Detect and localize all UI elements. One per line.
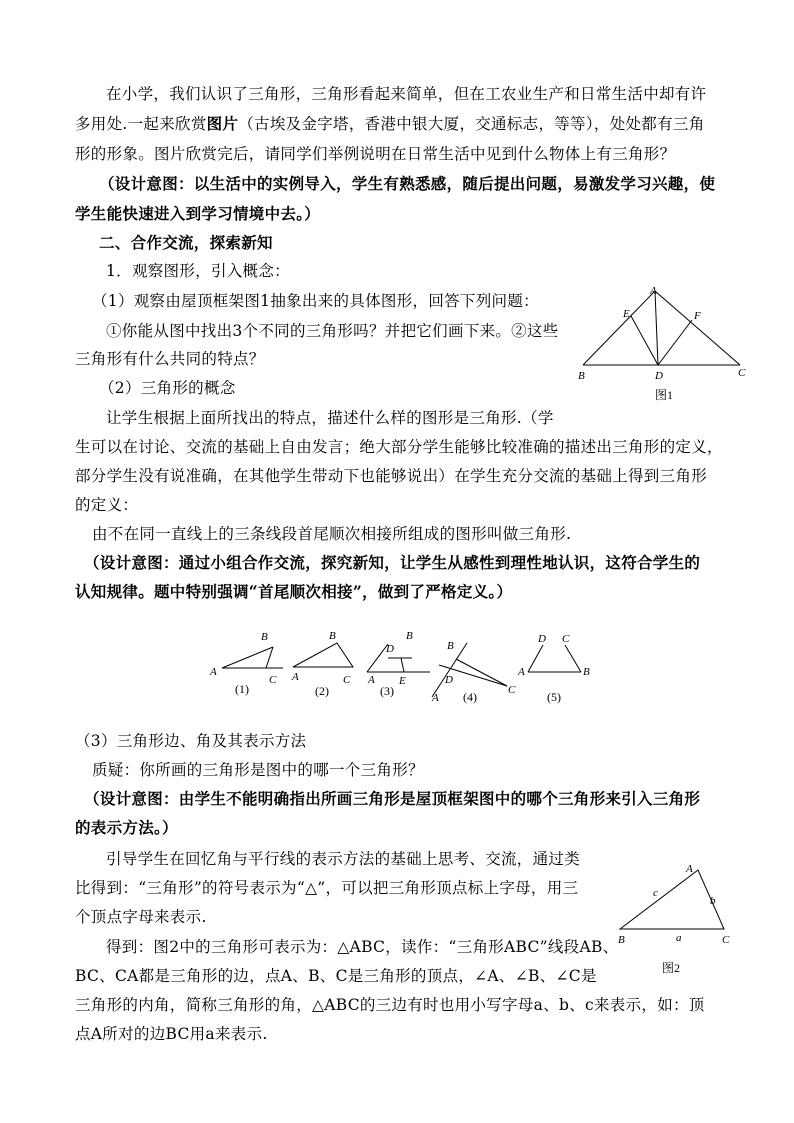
fig1-line-ED xyxy=(631,316,658,365)
question-prompt: 质疑：你所画的三角形是图中的哪一个三角形？ xyxy=(92,761,424,779)
f4-label-C: C xyxy=(508,684,516,696)
design-intent-3-line-1: （设计意图：由学生不能明确指出所画三角形是屋顶框架图中的哪个三角形来引入三角形 xyxy=(84,789,701,808)
fig2-triangle xyxy=(620,870,724,929)
result-line-4: 点A所对的边BC用a来表示. xyxy=(75,1025,268,1043)
fig1-label-C: C xyxy=(738,367,746,379)
subsection-3: （3）三角形边、角及其表示方法 xyxy=(75,732,307,750)
fig1-label-E: E xyxy=(623,308,630,320)
fig1-line-AD xyxy=(655,291,658,365)
design-intent-2-line-1: （设计意图：通过小组合作交流，探究新知，让学生从感性到理性地认识，这符合学生的 xyxy=(84,553,701,572)
f5-line-CB xyxy=(565,645,581,672)
concept-line-3: 部分学生没有说准确，在其他学生带动下也能够说出）在学生充分交流的基础上得到三角形 xyxy=(75,467,708,485)
intro-line-2c: （古埃及金字塔，香港中银大厦，交通标志，等等），处处都有三角 xyxy=(238,115,705,133)
f3-line-E xyxy=(401,658,404,672)
subsection-1-1: （1）观察由屋顶框架图1抽象出来的具体图形，回答下列问题： xyxy=(92,292,539,310)
design-intent-3-line-2: 的表示方法。） xyxy=(75,818,178,837)
concept-line-1: 让学生根据上面所找出的特点，描述什么样的图形是三角形.（学 xyxy=(106,409,554,427)
f1-line-AB xyxy=(222,647,273,668)
concept-line-4: 的定义： xyxy=(75,496,139,514)
f1-caption: (1) xyxy=(235,682,249,696)
notation-line-1: 引导学生在回忆角与平行线的表示方法的基础上思考、交流，通过类 xyxy=(106,850,581,868)
design-intent-2-line-2: 认知规律。题中特别强调“首尾顺次相接”，做到了严格定义。） xyxy=(75,582,513,601)
f3-line-AD xyxy=(367,644,388,672)
intro-line-1: 在小学，我们认识了三角形，三角形看起来简单，但在工农业生产和日常生活中却有许 xyxy=(106,85,707,103)
f3-label-D: D xyxy=(386,643,394,655)
fig1-caption: 图1 xyxy=(655,388,674,402)
fig1-line-AC xyxy=(655,291,740,365)
subsection-2: （2）三角形的概念 xyxy=(99,379,236,397)
fig1-label-D: D xyxy=(655,370,663,382)
question-line-2: 三角形有什么共同的特点？ xyxy=(75,350,265,368)
f4-label-D: D xyxy=(445,674,453,686)
f1-label-C: C xyxy=(269,674,277,686)
fig1-label-F: F xyxy=(694,310,701,322)
f5-line-AD xyxy=(528,645,543,672)
f2-caption: (2) xyxy=(315,684,329,698)
f2-label-B: B xyxy=(329,630,336,642)
f5-label-D: D xyxy=(538,633,546,645)
fig1-line-FD xyxy=(658,320,692,365)
f3-caption: (3) xyxy=(380,684,394,698)
fig2-caption: 图2 xyxy=(662,961,681,975)
concept-line-2: 生可以在讨论、交流的基础上自由发言；绝大部分学生能够比较准确的描述出三角形的定义， xyxy=(75,438,723,456)
f2-label-C: C xyxy=(343,674,351,686)
question-line-1: ①你能从图中找出3个不同的三角形吗？并把它们画下来。②这些 xyxy=(106,322,559,340)
f2-triangle xyxy=(293,643,353,667)
fig2-label-b: b xyxy=(710,895,716,907)
f3-label-B: B xyxy=(406,630,413,642)
f4-label-B: B xyxy=(447,640,454,652)
fig2-label-c: c xyxy=(653,887,658,899)
result-line-3: 三角形的内角，简称三角形的角，△ABC的三边有时也用小写字母a、b、c来表示，如：顶 xyxy=(75,996,705,1014)
figure-1-roof-frame xyxy=(575,283,755,403)
design-intent-1-line-1: （设计意图：以生活中的实例导入，学生有熟悉感，随后提出问题，易激发学习兴趣，使 xyxy=(99,174,716,193)
f4-label-A: A xyxy=(432,692,439,704)
intro-line-2a: 多用处.一起来欣赏 xyxy=(75,115,207,133)
fig2-label-a: a xyxy=(676,932,682,944)
f5-label-A: A xyxy=(518,666,525,678)
fig1-line-BA xyxy=(583,291,655,365)
subsection-1: 1．观察图形，引入概念： xyxy=(106,262,290,280)
f3-label-E: E xyxy=(399,675,406,687)
design-intent-1-line-2: 学生能快速进入到学习情境中去。） xyxy=(75,204,321,223)
triangle-definition: 由不在同一直线上的三条线段首尾顺次相接所组成的图形叫做三角形. xyxy=(92,525,572,543)
notation-line-3: 个顶点字母来表示. xyxy=(75,908,207,926)
fig1-label-B: B xyxy=(578,370,585,382)
fig2-label-B: B xyxy=(618,934,625,946)
notation-line-2: 比得到：“三角形”的符号表示为“△”，可以把三角形顶点标上字母，用三 xyxy=(75,879,579,897)
fig2-label-C: C xyxy=(722,934,730,946)
f5-caption: (5) xyxy=(547,690,561,704)
intro-line-3: 形的形象。图片欣赏完后，请同学们举例说明在日常生活中见到什么物体上有三角形？ xyxy=(75,145,676,163)
f1-label-B: B xyxy=(261,631,268,643)
figure-2-triangle-abc xyxy=(612,855,747,980)
f5-label-B: B xyxy=(583,666,590,678)
f3-label-A: A xyxy=(368,674,375,686)
fig1-label-A: A xyxy=(650,285,657,297)
result-line-2: BC、CA都是三角形的边，点A、B、C是三角形的顶点，∠A、∠B、∠C是 xyxy=(75,967,597,985)
figures-row-1-to-5 xyxy=(200,625,610,710)
f4-caption: (4) xyxy=(463,690,477,704)
f2-label-A: A xyxy=(292,671,299,683)
intro-line-2 xyxy=(75,114,705,134)
fig2-label-A: A xyxy=(686,863,693,875)
f1-line-BC xyxy=(266,647,273,668)
result-line-1: 得到：图2中的三角形可表示为：△ABC，读作：“三角形ABC”线段AB、 xyxy=(106,938,619,956)
f1-label-A: A xyxy=(210,666,217,678)
f5-label-C: C xyxy=(562,633,570,645)
intro-pictures-bold: 图片 xyxy=(206,114,239,133)
section-2-heading: 二、合作交流，探索新知 xyxy=(99,233,273,252)
